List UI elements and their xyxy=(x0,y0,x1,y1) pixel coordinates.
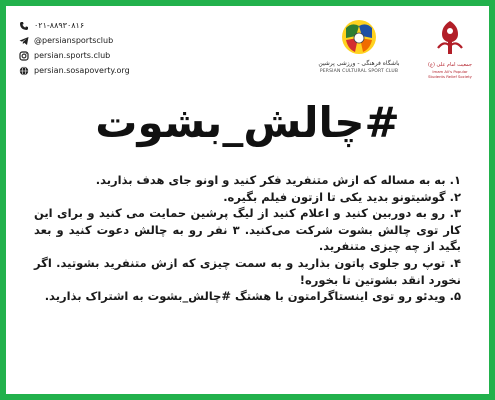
instruction-step-1: ۱. به به مساله که ازش متنفرید فکر کنید و اونو جای هدف بذارید. xyxy=(95,173,461,187)
club-logo-caption-en: PERSIAN CULTURAL SPORT CLUB xyxy=(319,69,399,74)
instruction-step-4: ۴. توپ رو جلوی پاتون بذارید و به سمت چیزی که ازش متنفرید بشوتید. اگر نخورد انقد بشوتین تا بخوره! xyxy=(34,255,461,287)
contact-website xyxy=(18,63,178,78)
contact-phone-text: ۰۲۱-۸۸۹۳۰۸۱۶ xyxy=(34,21,85,30)
contact-telegram-text: @persiansportsclub xyxy=(34,36,114,45)
instruction-step-5: ۵. ویدئو رو توی اینستاگرامتون با هشتگ #چالش_بشوت به اشتراک بذارید. xyxy=(44,289,461,304)
contact-telegram xyxy=(18,33,178,48)
org-logo xyxy=(425,18,475,79)
org-logo-caption-en: Imam Ali's Popular Students Relief Society xyxy=(428,69,472,79)
club-logo-caption-fa: باشگاه فرهنگی - ورزشی پرشین xyxy=(318,60,400,67)
globe-icon xyxy=(18,65,29,76)
instruction-step-2: ۲. گوشیتونو بدید یکی تا ازتون فیلم بگیره. xyxy=(223,189,461,204)
contact-list xyxy=(18,18,178,78)
instagram-icon xyxy=(18,50,29,61)
contact-website-text: persian.sosapoverty.org xyxy=(34,66,130,75)
club-logo xyxy=(313,18,405,75)
telegram-icon xyxy=(18,35,29,46)
org-emblem-icon xyxy=(430,18,470,58)
contact-phone xyxy=(18,18,178,33)
instructions-text xyxy=(34,172,461,305)
instruction-step-3: ۳. رو به دوربین کنید و اعلام کنید از لیگ پرشین حمایت می کنید و برای این کار توی چالش بشوت شرکت می‌کنید. ۳ نفر رو به چالش دعوت کنید و بعد بگید از چه چیزی متنفرید. xyxy=(34,206,461,254)
phone-icon xyxy=(18,20,29,31)
logo-group xyxy=(313,18,475,79)
contact-instagram xyxy=(18,48,178,63)
page-title: #چالش_بشوت xyxy=(95,98,400,147)
org-logo-caption-fa: جمعیت امام علی (ع) xyxy=(428,62,472,68)
contact-instagram-text: persian.sports.club xyxy=(34,51,111,60)
club-emblem-icon xyxy=(336,18,382,56)
